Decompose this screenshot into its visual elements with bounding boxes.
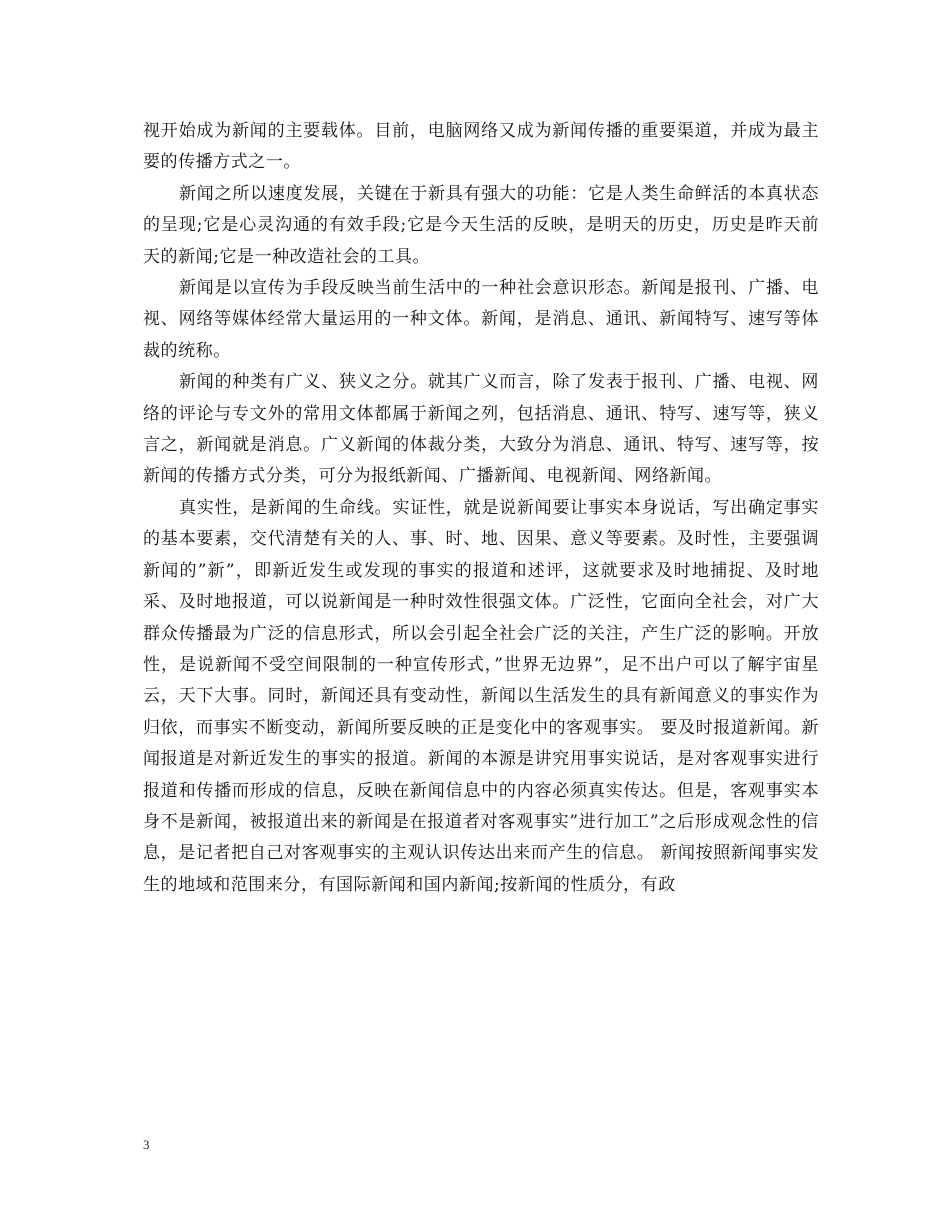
paragraph-functions: 新闻之所以速度发展，关键在于新具有强大的功能：它是人类生命鲜活的本真状态的呈现;它是心灵沟通的有效手段;它是今天生活的反映，是明天的历史，历史是昨天前天的新闻;它是一种改造社会的工具。 bbox=[143, 183, 819, 267]
paragraph-characteristics: 真实性，是新闻的生命线。实证性，就是说新闻要让事实本身说话，写出确定事实的基本要素，交代清楚有关的人、事、时、地、因果、意义等要素。及时性，主要强调新闻的”新”，即新近发生或发现的事实的报道和述评，这就要求及时地捕捉、及时地采、及时地报道，可以说新闻是一种时效性很强文体。广泛性，它面向全社会，对广大群众传播最为广泛的信息形式，所以会引起全社会广泛的关注，产生广泛的影响。开放性，是说新闻不受空间限制的一种宣传形式，”世界无边界”，足不出户可以了解宇宙星云，天下大事。同时，新闻还具有变动性，新闻以生活发生的具有新闻意义的事实作为归依，而事实不断变动，新闻所要反映的正是变化中的客观事实。 要及时报道新闻。新闻报道是对新近发生的事实的报道。新闻的本源是讲究用事实说话，是对客观事实进行报道和传播而形成的信息，反映在新闻信息中的内容必须真实传达。但是，客观事实本身不是新闻，被报道出来的新闻是在报道者对客观事实”进行加工”之后形成观念性的信息，是记者把自己对客观事实的主观认识传达出来而产生的信息。 新闻按照新闻事实发生的地域和范围来分，有国际新闻和国内新闻;按新闻的性质分，有政 bbox=[143, 497, 819, 895]
page-number: 3 bbox=[143, 1137, 150, 1152]
paragraph-continuation: 视开始成为新闻的主要载体。目前，电脑网络又成为新闻传播的重要渠道，并成为最主要的传播方式之一。 bbox=[143, 121, 819, 173]
document-body bbox=[143, 116, 819, 901]
paragraph-definition: 新闻是以宣传为手段反映当前生活中的一种社会意识形态。新闻是报刊、广播、电视、网络等媒体经常大量运用的一种文体。新闻，是消息、通讯、新闻特写、速写等体裁的统称。 bbox=[143, 278, 819, 361]
paragraph-types: 新闻的种类有广义、狭义之分。就其广义而言，除了发表于报刊、广播、电视、网络的评论与专文外的常用文体都属于新闻之列，包括消息、通讯、特写、速写等，狭义言之，新闻就是消息。广义新闻的体裁分类，大致分为消息、通讯、特写、速写等，按新闻的传播方式分类，可分为报纸新闻、广播新闻、电视新闻、网络新闻。 bbox=[143, 372, 819, 487]
